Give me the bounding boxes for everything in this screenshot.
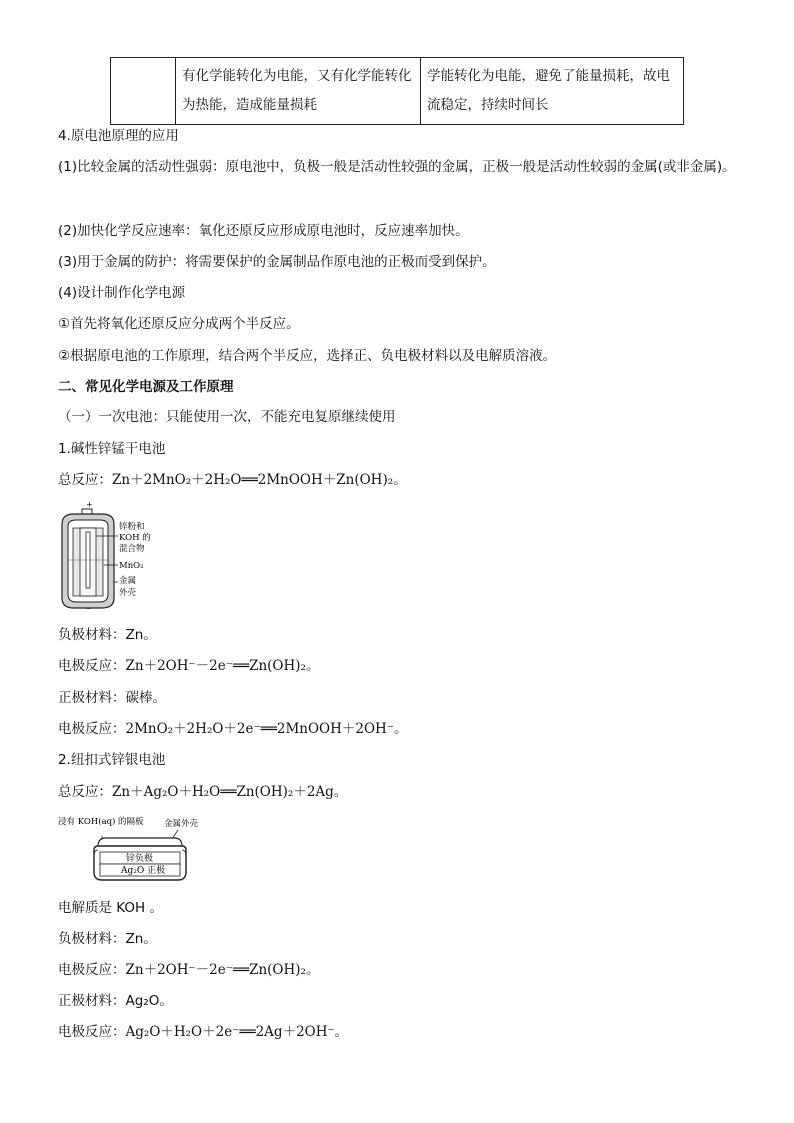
paragraph: ①首先将氧化还原反应分成两个半反应。 [58, 316, 300, 332]
section-heading: 4.原电池原理的应用 [58, 128, 179, 144]
alkaline-battery-diagram [58, 500, 168, 612]
label-zinc-mixture-2: KOH 的 [119, 533, 151, 543]
label: 电极反应： [58, 1024, 126, 1040]
equation-line [58, 1022, 348, 1042]
section-heading: 二、常见化学电源及工作原理 [58, 379, 234, 395]
equation: Zn＋Ag₂O＋H₂O══Zn(OH)₂＋2Ag。 [112, 784, 348, 800]
paragraph: (2)加快化学反应速率：氧化还原反应形成原电池时，反应速率加快。 [58, 223, 469, 239]
comparison-table [110, 57, 684, 125]
table-cell [111, 58, 176, 125]
table-cell: 学能转化为电能，避免了能量损耗，故电流稳定，持续时间长 [421, 58, 684, 125]
equation: Zn＋2OH⁻－2e⁻══Zn(OH)₂。 [125, 658, 320, 674]
equation-line [58, 960, 319, 980]
label: 总反应： [58, 784, 112, 800]
equation-line [58, 656, 319, 676]
paragraph: 负极材料：Zn。 [58, 931, 157, 947]
equation: Zn＋2MnO₂＋2H₂O══2MnOOH＋Zn(OH)₂。 [112, 472, 407, 488]
minus-terminal-label: − [85, 604, 92, 612]
equation-line [58, 719, 407, 739]
equation: Zn＋2OH⁻－2e⁻══Zn(OH)₂。 [125, 962, 320, 978]
equation: Ag₂O＋H₂O＋2e⁻══2Ag＋2OH⁻。 [125, 1024, 349, 1040]
label: 电极反应： [58, 721, 126, 737]
paragraph: ②根据原电池的工作原理，结合两个半反应，选择正、负电极材料以及电解质溶液。 [58, 348, 557, 364]
button-battery-figure [58, 812, 228, 888]
equation-line [58, 782, 347, 802]
equation: 2MnO₂＋2H₂O＋2e⁻══2MnOOH＋2OH⁻。 [125, 721, 408, 737]
label-mno2: MnO₂ [119, 561, 144, 571]
label-ag2o-positive: Ag₂O 正极 [121, 866, 166, 876]
label-metal-shell-1: 金属 [119, 576, 137, 586]
label: 电极反应： [58, 658, 126, 674]
label-zinc-mixture-1: 锌粉和 [119, 522, 145, 532]
paragraph: (4)设计制作化学电源 [58, 285, 186, 301]
label-zinc-negative: 锌负极 [126, 854, 154, 864]
paragraph: 正极材料：Ag₂O。 [58, 993, 173, 1009]
label-metal-shell: 金属外壳 [164, 819, 199, 829]
paragraph: (3)用于金属的防护：将需要保护的金属制品作原电池的正极而受到保护。 [58, 254, 496, 270]
button-battery-diagram [58, 812, 228, 884]
label-metal-shell-2: 外壳 [119, 588, 137, 598]
equation-line [58, 470, 407, 490]
table-cell: 有化学能转化为电能，又有化学能转化为热能，造成能量损耗 [176, 58, 421, 125]
plus-terminal-label: + [86, 500, 93, 509]
subsection-title: 2.纽扣式锌银电池 [58, 752, 166, 768]
subsection-title: 1.碱性锌锰干电池 [58, 441, 166, 457]
paragraph: 负极材料：Zn。 [58, 627, 157, 643]
paragraph: (1)比较金属的活动性强弱：原电池中，负极一般是活动性较强的金属，正极一般是活动性较弱的金属(或非金属)。 [58, 159, 736, 175]
alkaline-battery-figure [58, 500, 168, 616]
label-zinc-mixture-3: 混合物 [119, 544, 145, 554]
paragraph: 正极材料：碳棒。 [58, 690, 166, 706]
label: 总反应： [58, 472, 112, 488]
paragraph: （一）一次电池：只能使用一次，不能充电复原继续使用 [58, 409, 396, 425]
table-row [111, 58, 684, 125]
label: 电极反应： [58, 962, 126, 978]
label-separator: 浸有 KOH(aq) 的隔板 [58, 817, 144, 827]
paragraph: 电解质是 KOH 。 [58, 900, 163, 916]
